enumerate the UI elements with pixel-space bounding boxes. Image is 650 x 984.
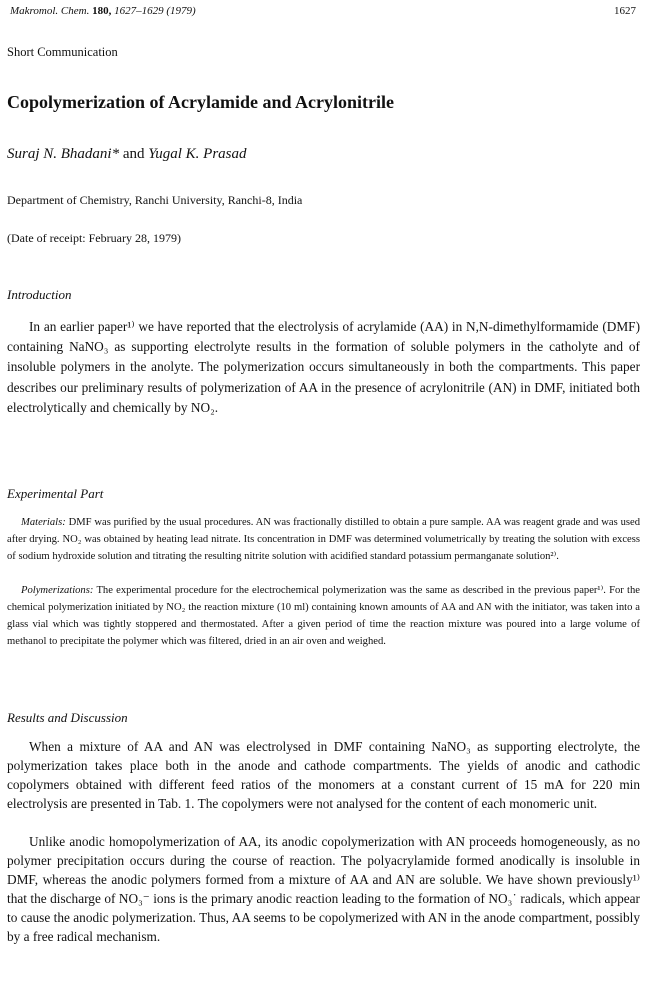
- polymerizations-paragraph: [7, 583, 640, 651]
- journal-pages-year: 1627–1629 (1979): [114, 5, 196, 17]
- introduction-paragraph: In an earlier paper¹⁾ we have reported that the electrolysis of acrylamide (AA) in N,N-dimethylformamide (DMF) containing NaNO₃ as supporting electrolyte results in the formation of soluble polymers in the catholyte and of insoluble polymers in the anolyte. The polymerization occurs simultaneously in both the compartments. This paper describes our preliminary results of polymerization of AA in the presence of acrylonitrile (AN) in DMF, initiated both electrolytically and chemically by NO₂.: [7, 319, 640, 415]
- author-prasad: Yugal K. Prasad: [148, 146, 247, 162]
- materials-label: Materials:: [21, 517, 66, 528]
- results-paragraph-1: When a mixture of AA and AN was electrolysed in DMF containing NaNO₃ as supporting electrolyte, the polymerization takes place both in the anode and cathode compartments. The yields of anodic and cathodic copolymers obtained with different feed ratios of the monomers at a constant current of 15 mA for 220 min electrolysis are presented in Tab. 1. The copolymers were not analysed for the content of each monomeric unit.: [7, 739, 640, 811]
- article-title: Copolymerization of Acrylamide and Acrylonitrile: [7, 92, 394, 112]
- affiliation: Department of Chemistry, Ranchi University, Ranchi-8, India: [7, 193, 303, 207]
- polymerizations-text: The experimental procedure for the electrochemical polymerization was the same as described in the previous paper¹⁾. For the chemical polymerization initiated by NO₂ the reaction mixture (10 ml) containing known amounts of AA and AN with the initiator, was taken into a glass vial which was tightly stoppered and thermostated. After a given period of time the reaction mixture was poured into a large volume of methanol to precipitate the polymer which was filtered, dried in an air oven and weighed.: [7, 585, 640, 647]
- section-heading-experimental: Experimental Part: [7, 486, 104, 501]
- article-type: Short Communication: [7, 45, 118, 59]
- journal-citation: [10, 5, 196, 17]
- materials-paragraph: [7, 515, 640, 566]
- journal-volume: 180,: [92, 5, 112, 17]
- section-heading-results: Results and Discussion: [7, 710, 128, 725]
- journal-name: Makromol. Chem.: [10, 5, 90, 17]
- polymerizations-label: Polymerizations:: [21, 585, 94, 596]
- page-number: 1627: [614, 5, 636, 17]
- date-of-receipt: (Date of receipt: February 28, 1979): [7, 231, 181, 245]
- materials-text: DMF was purified by the usual procedures. AN was fractionally distilled to obtain a pure sample. AA was reagent grade and was used after drying. NO₂ was obtained by heating lead nitrate. Its concentration in DMF was determined volumetrically by treating the solution with excess of sodium hydroxide solution and titrating the resulting nitrite solution with acidified standard potassium permanganate solution²⁾.: [7, 517, 640, 562]
- section-heading-introduction: Introduction: [7, 287, 72, 302]
- author-conjunction: and: [122, 146, 145, 162]
- results-paragraph-2: Unlike anodic homopolymerization of AA, its anodic copolymerization with AN proceeds homogeneously, as no polymer precipitation occurs during the course of reaction. The polyacrylamide formed anodically is insoluble in DMF, whereas the anodic polymers formed from a mixture of AA and AN are soluble. We have shown previously¹⁾ that the discharge of NO₃⁻ ions is the primary anodic reaction leading to the formation of NO₃˙ radicals, which appear to cause the anodic polymerization. Thus, AA seems to be copolymerized with AN in the anode compartment, possibly by a free radical mechanism.: [7, 834, 640, 944]
- author-line: [7, 146, 247, 163]
- author-bhadani: Suraj N. Bhadani*: [7, 146, 120, 162]
